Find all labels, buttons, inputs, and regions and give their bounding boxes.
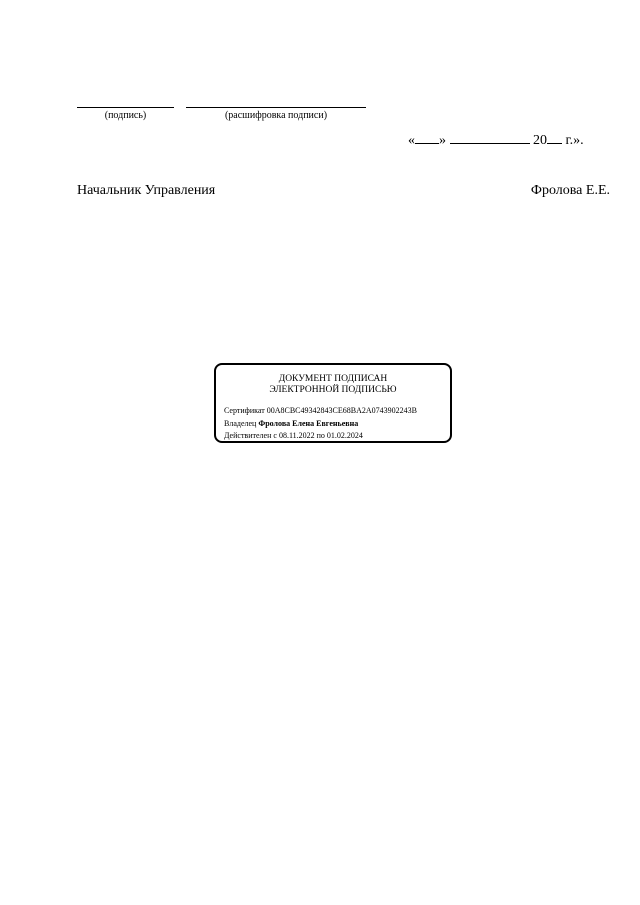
stamp-owner-row: [224, 419, 358, 429]
owner-value: Фролова Елена Евгеньевна: [258, 419, 359, 428]
signature-caption: (подпись): [104, 110, 147, 121]
signature-line: [77, 107, 174, 108]
year-blank: [547, 131, 562, 144]
valid-to: 01.02.2024: [326, 431, 363, 440]
stamp-title-line2: ЭЛЕКТРОННОЙ ПОДПИСЬЮ: [269, 385, 397, 395]
signer-position: Начальник Управления: [77, 183, 216, 198]
date-suffix: г.».: [562, 133, 584, 148]
stamp-certificate-row: [224, 406, 417, 416]
stamp-validity-row: [224, 431, 363, 441]
month-blank: [450, 131, 530, 144]
certificate-label: Сертификат: [224, 406, 265, 415]
signature-decoding-line: [186, 107, 366, 108]
signer-name: Фролова Е.Е.: [530, 183, 610, 198]
date-open-quote: «: [408, 133, 415, 148]
e-signature-stamp: [214, 363, 452, 443]
valid-from: 08.11.2022: [278, 431, 315, 440]
year-prefix: 20: [533, 133, 547, 148]
day-blank: [415, 131, 439, 144]
date-close-quote: »: [439, 133, 446, 148]
signature-decoding-caption: (расшифровка подписи): [224, 110, 328, 121]
valid-from-label: с: [273, 431, 277, 440]
owner-label: Владелец: [224, 419, 257, 428]
valid-label: Действителен: [224, 431, 272, 440]
certificate-value: 00A8CBC49342843CE68BA2A0743902243B: [266, 406, 417, 415]
stamp-title-line1: ДОКУМЕНТ ПОДПИСАН: [278, 374, 388, 384]
valid-to-label: по: [316, 431, 325, 440]
date-line: [408, 131, 584, 150]
